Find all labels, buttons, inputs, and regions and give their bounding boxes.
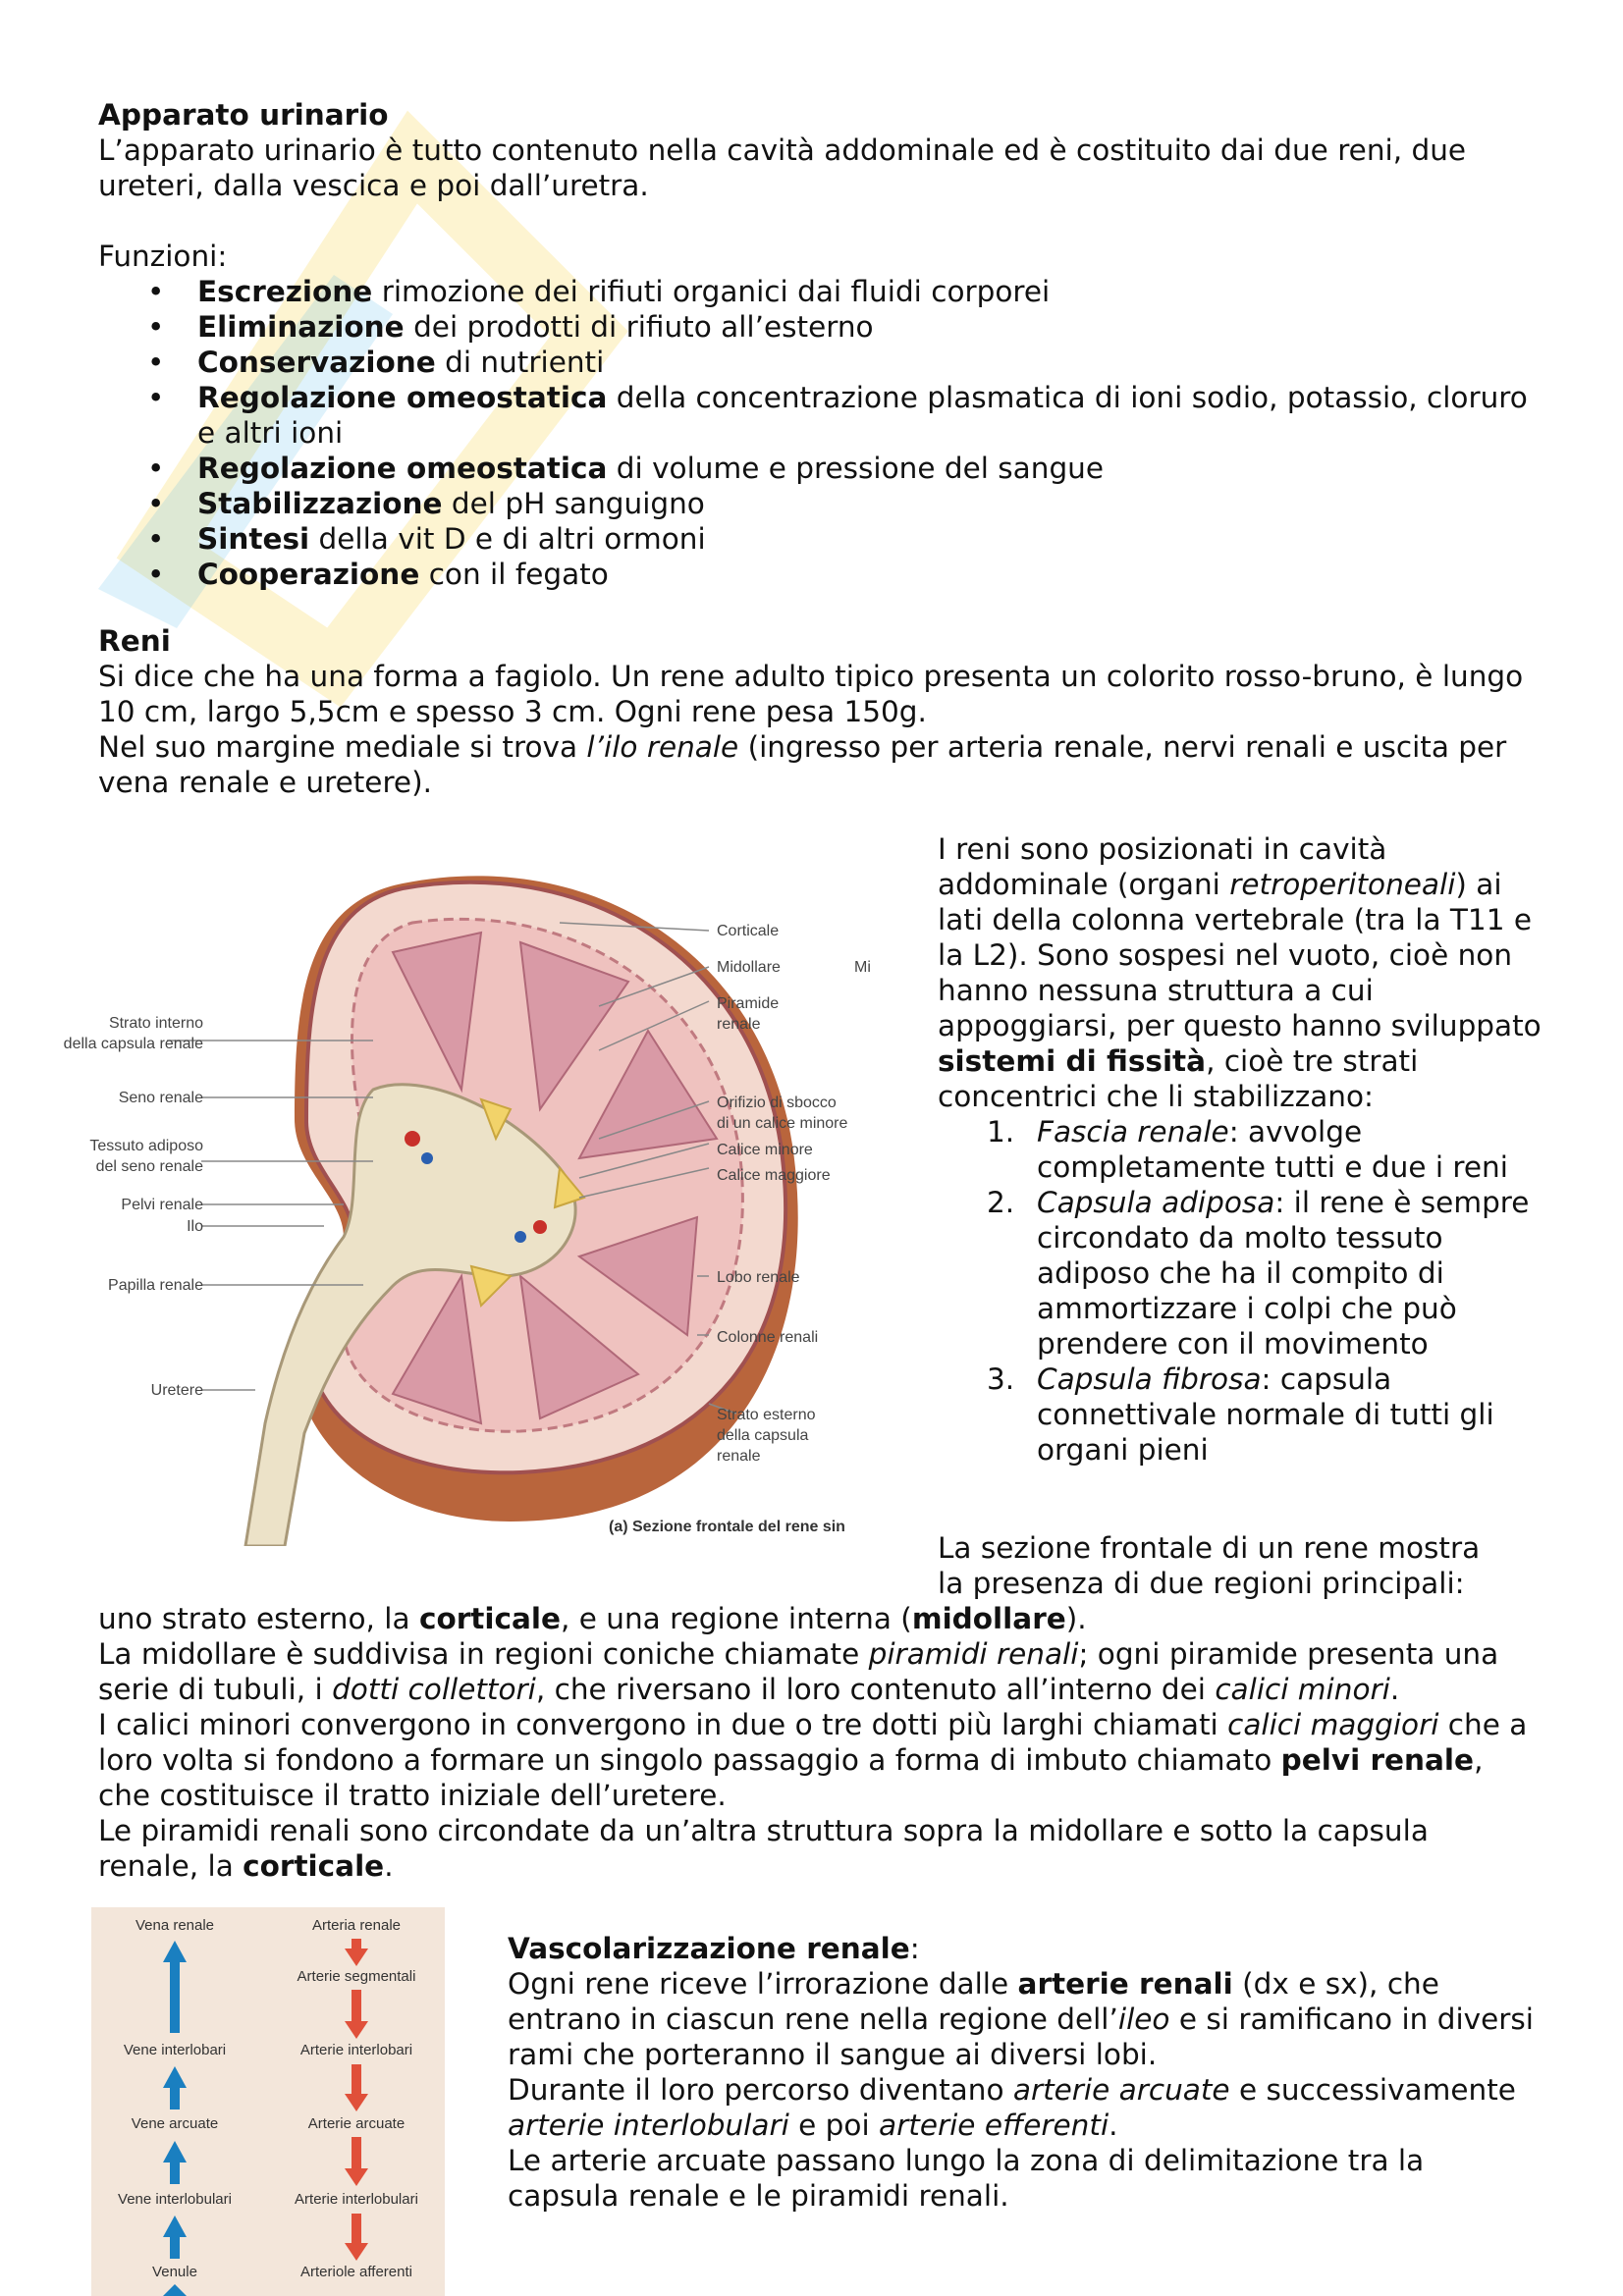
label-ilo: Ilo — [187, 1218, 203, 1235]
label-papilla-renale: Papilla renale — [108, 1277, 203, 1294]
label-colonne-renali: Colonne renali — [717, 1329, 819, 1346]
midollare-section — [98, 1601, 1532, 1884]
reni-title: Reni — [98, 624, 171, 658]
label-orifizio: Orifizio di sbocco — [717, 1095, 837, 1111]
label-della-capsula: della capsula — [717, 1427, 809, 1444]
label-renale: renale — [717, 1016, 761, 1033]
label-tessuto-adiposo: Tessuto adiposo — [89, 1138, 203, 1154]
vasc-p1: Ogni rene riceve l’irrorazione dalle arterie renali (dx e sx), che entrano in ciascun rene nella regione dell’ileo e si ramificano in diversi rami che porteranno il sangue ai diversi lobi. — [508, 1967, 1534, 2071]
functions-section — [98, 239, 1532, 592]
list-item: • Eliminazione dei prodotti di rifiuto all’esterno — [98, 309, 1532, 345]
artery-label: Arterie arcuate — [307, 2115, 406, 2132]
vein-label: Venule — [152, 2264, 197, 2280]
label-pelvi-renale: Pelvi renale — [121, 1197, 203, 1213]
list-item: • Regolazione omeostatica della concentrazione plasmatica di ioni sodio, potassio, cloruro e altri ioni — [98, 380, 1532, 451]
list-item: • Escrezione rimozione dei rifiuti organici dai fluidi corporei — [98, 274, 1532, 309]
artery-label: Arteriole afferenti — [300, 2264, 412, 2280]
list-item: • Regolazione omeostatica di volume e pressione del sangue — [98, 451, 1532, 486]
list-item: 3. Capsula fibrosa: capsula connettivale normale di tutti gli organi pieni — [987, 1362, 1494, 1467]
label-uretere: Uretere — [150, 1382, 203, 1399]
vein-arrows-up — [163, 1941, 187, 2296]
section-line-2: la presenza di due regioni principali: — [938, 1567, 1465, 1600]
artery-label: Arteria renale — [311, 1917, 402, 1934]
label-edge-cut: Mi — [854, 959, 871, 976]
vasc-p3: Le arterie arcuate passano lungo la zona di delimitazione tra la capsula renale e le piramidi renali. — [508, 2144, 1425, 2213]
list-item: 1. Fascia renale: avvolge completamente tutti e due i reni — [987, 1115, 1508, 1184]
label-seno-renale: Seno renale — [118, 1090, 203, 1106]
artery-label: Arterie segmentali — [297, 1968, 416, 1985]
intro-title: Apparato urinario — [98, 98, 389, 132]
reni-section — [98, 623, 1532, 800]
vein-label: Vene interlobari — [123, 2042, 227, 2058]
list-item: • Sintesi della vit D e di altri ormoni — [98, 521, 1532, 557]
label-strato-esterno: Strato esterno — [717, 1407, 816, 1423]
list-item: • Stabilizzazione del pH sanguigno — [98, 486, 1532, 521]
label-capsula-renale-interna: della capsula renale — [63, 1036, 203, 1052]
functions-heading: Funzioni: — [98, 240, 228, 273]
section-line-3: uno strato esterno, la corticale, e una regione interna (midollare). — [98, 1602, 1087, 1635]
piramidi-paragraph: Le piramidi renali sono circondate da un’altra struttura sopra la midollare e sotto la capsula renale, la corticale. — [98, 1814, 1429, 1883]
intro-text: L’apparato urinario è tutto contenuto nella cavità addominale ed è costituito dai due reni, due ureteri, dalla vescica e poi dall’uretra. — [98, 133, 1467, 202]
label-renale-capsula: renale — [717, 1448, 761, 1465]
label-piramide: Piramide — [717, 995, 780, 1012]
vasc-title: Vascolarizzazione renale — [508, 1932, 910, 1965]
label-calice-minore: Calice minore — [717, 1142, 813, 1158]
vasc-section: Vascolarizzazione renale: Ogni rene riceve l’irrorazione dalle arterie renali (dx e sx), che entrano in ciascun rene nella regione dell’ileo e si ramificano in diversi rami che porteranno il sangue ai diversi lobi. Durante il loro percorso diventano arterie arcuate e successivamente arterie interlobulari e poi arterie efferenti. Le arterie arcuate passano lungo la zona di delimitazione tra la capsula renale e le piramidi renali. — [508, 1931, 1543, 2214]
artery-label: Arterie interlobulari — [295, 2191, 418, 2208]
vein-label: Vene arcuate — [131, 2115, 219, 2132]
list-item: • Cooperazione con il fegato — [98, 557, 1532, 592]
section-line-1: La sezione frontale di un rene mostra — [938, 1531, 1481, 1565]
label-calice-maggiore: Calice maggiore — [717, 1167, 831, 1184]
vein-label: Vena renale — [135, 1917, 215, 1934]
flow-arrows — [91, 1907, 445, 2296]
figure-caption: (a) Sezione frontale del rene sin — [609, 1519, 845, 1535]
position-text: I reni sono posizionati in cavità addominale (organi retroperitoneali) ai lati della colonna vertebrale (tra la T11 e la L2). Sono sospesi nel vuoto, cioè non hanno nessuna struttura a cui appoggiarsi, per questo hanno sviluppato sistemi di fissità, cioè tre strati concentrici che li stabilizzano: — [938, 832, 1542, 1113]
kidney-figure — [49, 844, 879, 1546]
midollare-paragraph: La midollare è suddivisa in regioni coniche chiamate piramidi renali; ogni piramide presenta una serie di tubuli, i dotti collettori, che riversano il loro contenuto all’interno dei calici minori. — [98, 1637, 1499, 1706]
label-strato-interno: Strato interno — [108, 1015, 203, 1032]
vasc-p2: Durante il loro percorso diventano arterie arcuate e successivamente arterie interlobulari e poi arterie efferenti. — [508, 2073, 1516, 2142]
label-calice-minore-orifizio: di un calice minore — [717, 1115, 848, 1132]
reni-p2: Nel suo margine mediale si trova l’ilo renale (ingresso per arteria renale, nervi renali e uscita per vena renale e uretere). — [98, 730, 1507, 799]
reni-p1: Si dice che ha una forma a fagiolo. Un rene adulto tipico presenta un colorito rosso-bruno, è lungo 10 cm, largo 5,5cm e spesso 3 cm. Ogni rene pesa 150g. — [98, 660, 1524, 728]
label-midollare: Midollare — [717, 959, 781, 976]
list-item: 2. Capsula adiposa: il rene è sempre circondato da molto tessuto adiposo che ha il compito di ammortizzare i colpi che può prendere con il movimento — [987, 1186, 1530, 1361]
vein-label: Vene interlobulari — [118, 2191, 232, 2208]
label-corticale: Corticale — [717, 923, 780, 939]
kidney-illustration — [49, 844, 879, 1546]
calici-paragraph: I calici minori convergono in convergono in due o tre dotti più larghi chiamati calici maggiori che a loro volta si fondono a formare un singolo passaggio a forma di imbuto chiamato pelvi renale, che costituisce il tratto iniziale dell’uretere. — [98, 1708, 1528, 1812]
label-lobo-renale: Lobo renale — [717, 1269, 800, 1286]
blood-flow-diagram — [91, 1907, 445, 2296]
label-seno-renale-adiposo: del seno renale — [95, 1158, 203, 1175]
position-column — [938, 831, 1542, 1468]
artery-label: Arterie interlobari — [299, 2042, 413, 2058]
artery-arrows-down — [345, 1939, 368, 2261]
list-item: • Conservazione di nutrienti — [98, 345, 1532, 380]
functions-list — [98, 274, 1532, 592]
intro-section — [98, 97, 1532, 203]
layers-list — [938, 1114, 1542, 1468]
